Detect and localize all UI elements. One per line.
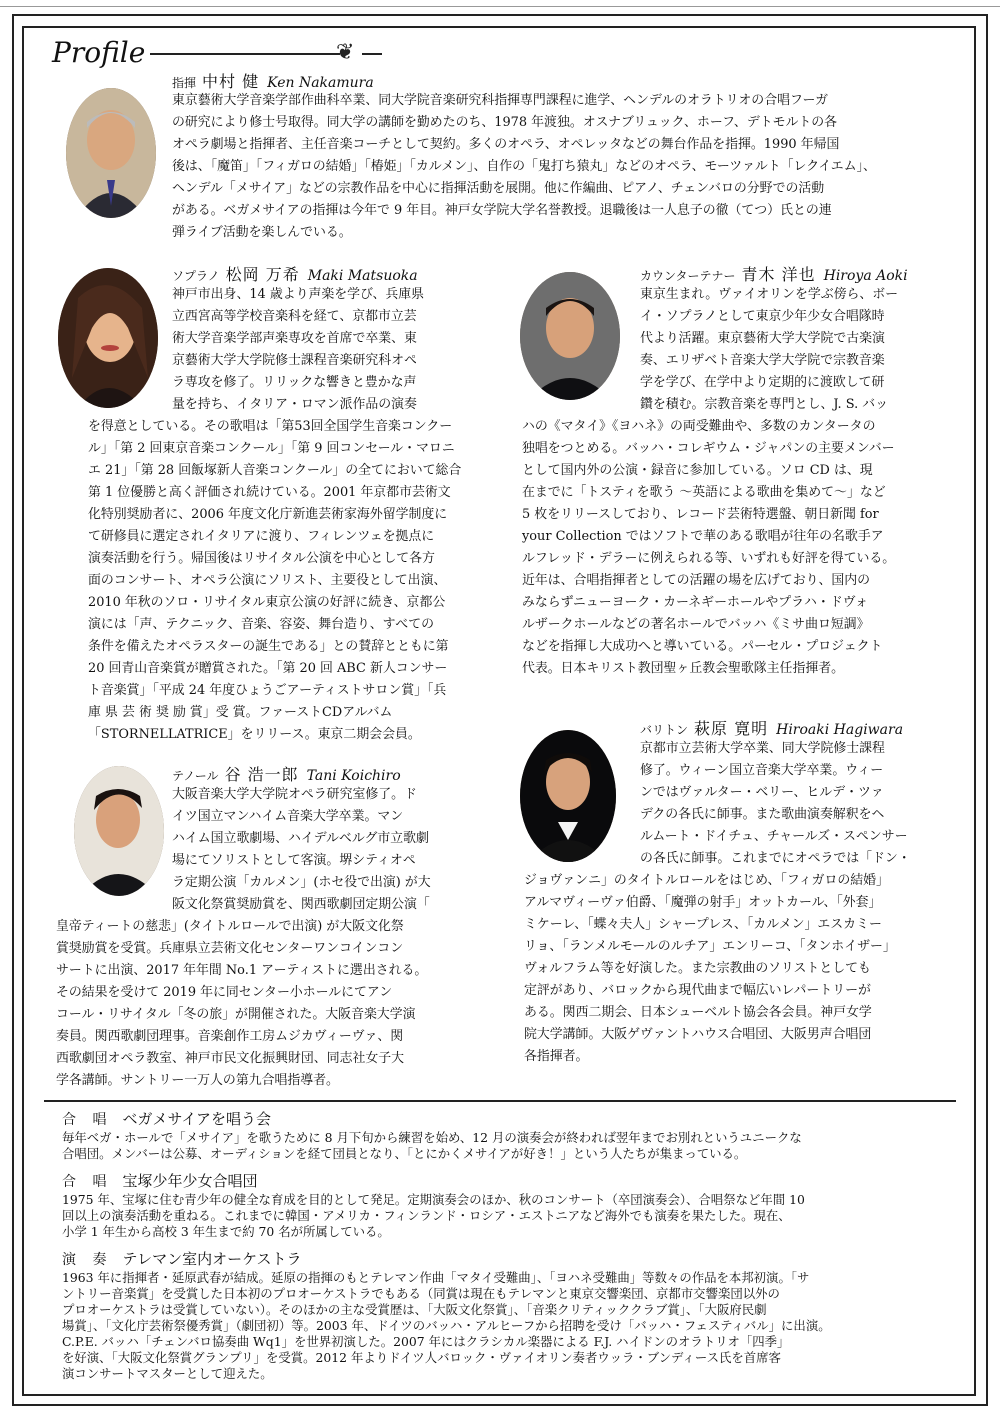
bio-line: の各氏に師事。これまでにオペラでは「ドン・ — [640, 851, 911, 866]
text-line: 1975 年、宝塚に住む青少年の健全な育成を目的として発足。定期演奏会のほか、秋のコンサート（卒団演奏会）、合唱祭など年間 10 — [62, 1192, 805, 1207]
tenor-bio-top — [172, 784, 477, 916]
bio-line: 面のコンサート、オペラ公演にソリスト、主要役として出演、 — [88, 573, 447, 588]
bio-line: みならずニューヨーク・カーネギーホールやプラハ・ドヴォ — [522, 595, 868, 610]
countertenor-name-jp: 青木 洋也 — [741, 265, 816, 284]
bio-line: アルマヴィーヴァ伯爵、「魔弾の射手」オットカール、「外套」 — [524, 895, 882, 910]
choir1-title: ベガメサイアを唱う会 — [122, 1110, 271, 1128]
choir2-title: 宝塚少年少女合唱団 — [122, 1172, 258, 1190]
bio-line: として国内外の公演・録音に参加している。ソロ CD は、現 — [522, 463, 873, 478]
baritone-name — [640, 716, 903, 739]
bio-line: ヘンデル「メサイア」などの宗教作品を中心に指揮活動を展開。他に作編曲、ピアノ、チェンバロの分野での活動 — [172, 181, 825, 196]
bio-line: 近年は、合唱指揮者としての活躍の場を広げており、国内の — [522, 573, 871, 588]
text-line: を好演、「大阪文化祭賞グランプリ」を受賞。2012 年よりドイツ人バロック・ヴァイオリン奏者ウッラ・ブンディース氏を首席客 — [62, 1350, 781, 1365]
text-line: 毎年ベガ・ホールで「メサイア」を歌うために 8 月下旬から練習を始め、12 月の演奏会が終われば翌年までお別れというユニークな — [62, 1130, 802, 1145]
bio-line: ルフレッド・デラーに例えられる等、いずれも好評を得ている。 — [522, 551, 896, 566]
bio-line: 演奏活動を行う。帰国後はリサイタル公演を中心として各方 — [88, 551, 435, 566]
orchestra-title: テレマン室内オーケストラ — [122, 1250, 302, 1268]
bio-line: 第 1 位優勝と高く評価され続けている。2001 年京都市芸術文 — [88, 485, 451, 500]
bio-line: 後は、「魔笛」「フィガロの結婚」「椿姫」「カルメン」、自作の「鬼打ち猿丸」などのオペラ、モーツァルト「レクイエム」、 — [172, 159, 876, 174]
choir1-text — [62, 1130, 802, 1162]
choir2-label: 合 唱 — [62, 1174, 113, 1190]
tenor-name-jp: 谷 浩一郎 — [224, 765, 299, 784]
orchestra-text — [62, 1270, 831, 1382]
orchestra-label: 演 奏 — [62, 1252, 113, 1268]
bio-line: 皇帝ティートの慈悲」(タイトルロールで出演) が大阪文化祭 — [56, 919, 404, 934]
bio-line: ジョヴァンニ」のタイトルロールをはじめ、「フィガロの結婚」 — [524, 873, 889, 888]
countertenor-role: カウンターテナー — [640, 269, 736, 283]
bio-line: その結果を受けて 2019 年に同センター小ホールにてアン — [56, 985, 393, 1000]
choir2-text — [62, 1192, 805, 1240]
bio-line: 西歌劇団オペラ教室、神戸市民文化振興財団、同志社女子大 — [56, 1051, 405, 1066]
bio-line: 演には「声、テクニック、音楽、容姿、舞台造り、すべての — [88, 617, 434, 632]
section-divider — [44, 1100, 956, 1102]
bio-line: 「STORNELLATRICE」をリリース。東京二期会会員。 — [88, 727, 421, 742]
bio-line: 5 枚をリリースしており、レコード芸術特選盤、朝日新聞 for — [522, 507, 879, 522]
conductor-name-en: Ken Nakamura — [267, 75, 374, 91]
bio-line: エ 21」「第 28 回飯塚新人音楽コンクール」の全てにおいて総合 — [88, 463, 462, 478]
baritone-bio-bottom — [524, 870, 944, 1068]
conductor-photo — [66, 88, 156, 218]
tenor-name — [172, 762, 401, 785]
bio-line: ンではヴァルター・ベリー、ヒルデ・ツァ — [640, 785, 884, 800]
bio-line: ハイム国立歌劇場、ハイデルベルグ市立歌劇 — [172, 831, 429, 846]
choir1-label: 合 唱 — [62, 1112, 113, 1128]
bio-line: ヴォルフラム等を好演した。また宗教曲のソリストとしても — [524, 961, 871, 976]
soprano-name-en: Maki Matsuoka — [307, 268, 418, 284]
bio-line: 京都市立芸術大学卒業、同大学院修士課程 — [640, 741, 885, 756]
bio-line: 東京藝術大学音楽学部作曲科卒業、同大学院音楽研究科指揮専門課程に進学、ヘンデルのオラトリオの合唱フーガ — [172, 93, 829, 108]
flourish-ornament-icon: ❦ — [336, 40, 355, 65]
bio-line: 代表。日本キリスト教団聖ヶ丘教会聖歌隊主任指揮者。 — [522, 661, 845, 676]
bio-line: 鑽を積む。宗教音楽を専門とし、J. S. バッ — [640, 397, 889, 412]
orchestra-heading — [62, 1248, 302, 1269]
conductor-role: 指揮 — [172, 76, 197, 90]
text-line: 1963 年に指揮者・延原武春が結成。延原の指揮のもとテレマン作曲「マタイ受難曲」、「ヨハネ受難曲」等数々の作品を本邦初演。「サ — [62, 1270, 810, 1285]
profile-heading: Profile — [52, 36, 146, 69]
bio-line: リョ、「ランメルモールのルチア」エンリーコ、「タンホイザー」 — [524, 939, 896, 954]
bio-line: 奏員。関西歌劇団理事。音楽創作工房ムジカヴィーヴァ、関 — [56, 1029, 404, 1044]
bio-line: 奏、エリザベト音楽大学大学院で宗教音楽 — [640, 353, 885, 368]
countertenor-photo — [520, 272, 620, 400]
bio-line: イ・ソプラノとして東京少年少女合唱隊時 — [640, 309, 885, 324]
bio-line: ラ定期公演「カルメン」(ホセ役で出演) が大 — [172, 875, 431, 890]
tenor-name-en: Tani Koichiro — [306, 768, 401, 784]
baritone-bio-top — [640, 738, 945, 870]
text-line: C.P.E. バッハ「チェンバロ協奏曲 Wq1」を世界初演した。2007 年にはクラシカル楽器による F.J. ハイドンのオラトリオ「四季」 — [62, 1334, 790, 1349]
soprano-bio-top — [172, 284, 477, 416]
bio-line: 2010 年秋のソロ・リサイタル東京公演の好評に続き、京都公 — [88, 595, 446, 610]
bio-line: 賞奨励賞を受賞。兵庫県立芸術文化センターワンコインコン — [56, 941, 404, 956]
bio-line: 化特別奨励者に、2006 年度文化庁新進芸術家海外留学制度に — [88, 507, 448, 522]
conductor-name — [172, 69, 374, 92]
bio-line: 術大学音楽学部声楽専攻を首席で卒業、東 — [172, 331, 417, 346]
text-line: 回以上の演奏活動を重ねる。これまでに韓国・アメリカ・フィンランド・ロシア・エストニアなど海外でも演奏を果たした。現在、 — [62, 1208, 791, 1223]
bio-line: 量を持ち、イタリア・ロマン派作品の演奏 — [172, 397, 417, 412]
baritone-photo — [520, 730, 616, 862]
bio-line: オペラ劇場と指揮者、主任音楽コーチとして契約。多くのオペラ、オペレッタなどの舞台作品を指揮。1990 年帰国 — [172, 137, 840, 152]
bio-line: 京藝術大学大学院修士課程音楽研究科オペ — [172, 353, 417, 368]
bio-line: 定評があり、バロックから現代曲まで幅広いレパートリーが — [524, 983, 871, 998]
bio-line: サートに出演、2017 年年間 No.1 アーティストに選出される。 — [56, 963, 428, 978]
heading-rule — [150, 53, 340, 55]
bio-line: 20 回青山音楽賞が贈賞された。「第 20 回 ABC 新人コンサー — [88, 661, 448, 676]
bio-line: ハの《マタイ》《ヨハネ》の両受難曲や、多数のカンタータの — [522, 419, 876, 434]
bio-line: ルムート・ドイチュ、チャールズ・スペンサー — [640, 829, 908, 844]
countertenor-bio-top — [640, 284, 945, 416]
bio-line: イツ国立マンハイム音楽大学卒業。マン — [172, 809, 404, 824]
bio-line: コール・リサイタル「冬の旅」が開催された。大阪音楽大学演 — [56, 1007, 416, 1022]
bio-line: 学を学び、在学中より定期的に渡欧して研 — [640, 375, 885, 390]
text-line: 合唱団。メンバーは公募、オーディションを経て団員となり、「とにかくメサイアが好き！」という人たちが集まっている。 — [62, 1146, 747, 1161]
bio-line: 修了。ウィーン国立音楽大学卒業。ウィー — [640, 763, 884, 778]
soprano-name-jp: 松岡 万希 — [225, 265, 300, 284]
text-line: 演コンサートマスターとして迎えた。 — [62, 1366, 273, 1381]
text-line: 場賞」、「文化庁芸術祭優秀賞」（劇団初）等。2003 年、ドイツのバッハ・アルヒーフから招聘を受け「バッハ・フェスティバル」に出演。 — [62, 1318, 831, 1333]
tenor-bio-bottom — [56, 916, 476, 1092]
bio-line: 学各講師。サントリー一万人の第九合唱指導者。 — [56, 1073, 339, 1088]
bio-line: 独唱をつとめる。バッハ・コレギウム・ジャパンの主要メンバー — [522, 441, 895, 456]
conductor-name-jp: 中村 健 — [202, 72, 260, 91]
soprano-bio-bottom — [88, 416, 480, 746]
text-line: ントリー音楽賞」を受賞した日本初のプロオーケストラでもある（同賞は現在もテレマンと東京交響楽団、京都市交響楽団以外の — [62, 1286, 780, 1301]
bio-line: 神戸市出身、14 歳より声楽を学び、兵庫県 — [172, 287, 425, 302]
bio-line: ト音楽賞」「平成 24 年度ひょうごアーティストサロン賞」「兵 — [88, 683, 447, 698]
baritone-role: バリトン — [640, 723, 689, 737]
bio-line: ミケーレ、「蝶々夫人」シャープレス、「カルメン」エスカミー — [524, 917, 882, 932]
bio-line: ル」「第 2 回東京音楽コンクール」「第 9 回コンセール・マロニ — [88, 441, 455, 456]
text-line: プロオーケストラは受賞していない）。そのほかの主な受賞歴は、「大阪文化祭賞」、「音楽クリティッククラブ賞」、「大阪府民劇 — [62, 1302, 767, 1317]
bio-line: 大阪音楽大学大学院オペラ研究室修了。ド — [172, 787, 417, 802]
bio-line: デクの各氏に師事。また歌曲演奏解釈をヘ — [640, 807, 885, 822]
bio-line: などを指揮し大成功へと導いている。パーセル・プロジェクト — [522, 639, 883, 654]
bio-line: 条件を備えたオペラスターの誕生である」との賛辞とともに第 — [88, 639, 449, 654]
text-line: 小学 1 年生から高校 3 年生まで約 70 名が所属している。 — [62, 1224, 390, 1239]
bio-line: がある。ベガメサイアの指揮は今年で 9 年目。神戸女学院大学名誉教授。退職後は一人息子の徹（てつ）氏との連 — [172, 203, 832, 218]
baritone-name-jp: 萩原 寛明 — [694, 719, 769, 738]
countertenor-name — [640, 262, 908, 285]
tenor-role: テノール — [172, 769, 219, 783]
bio-line: your Collection ではソフトで華のある歌唱が往年の名歌手ア — [522, 529, 884, 544]
bio-line: 東京生まれ。ヴァイオリンを学ぶ傍ら、ボー — [640, 287, 899, 302]
bio-line: 各指揮者。 — [524, 1049, 589, 1064]
bio-line: を得意としている。その歌唱は「第53回全国学生音楽コンクー — [88, 419, 453, 434]
bio-line: 在までに「トスティを歌う 〜英語による歌曲を集めて〜」など — [522, 485, 886, 500]
bio-line: 立西宮高等学校音楽科を経て、京都市立芸 — [172, 309, 417, 324]
conductor-bio — [172, 90, 947, 244]
choir2-heading — [62, 1170, 257, 1191]
countertenor-bio-bottom — [522, 416, 942, 680]
page-edge-line — [0, 6, 1000, 7]
bio-line: 庫 県 芸 術 奨 励 賞」受 賞。ファーストCDアルバム — [88, 705, 393, 720]
heading-rule-end — [362, 53, 382, 55]
baritone-name-en: Hiroaki Hagiwara — [776, 722, 904, 738]
soprano-name — [172, 262, 418, 285]
bio-line: 院大学講師。大阪ゲヴァントハウス合唱団、大阪男声合唱団 — [524, 1027, 872, 1042]
choir1-heading — [62, 1108, 271, 1129]
tenor-photo — [74, 766, 164, 896]
bio-line: て研修員に選定されイタリアに渡り、フィレンツェを拠点に — [88, 529, 435, 544]
bio-line: 代より活躍。東京藝術大学大学院で古楽演 — [640, 331, 885, 346]
bio-line: 場にてソリストとして客演。堺シティオペ — [172, 853, 416, 868]
bio-line: ある。関西二期会、日本シューベルト協会各会員。神戸女学 — [524, 1005, 872, 1020]
bio-line: ラ専攻を修了。リリックな響きと豊かな声 — [172, 375, 417, 390]
soprano-role: ソプラノ — [172, 269, 220, 283]
countertenor-name-en: Hiroya Aoki — [823, 268, 908, 284]
bio-line: ルザークホールなどの著名ホールでバッハ《ミサ曲ロ短調》 — [522, 617, 870, 632]
bio-line: 弾ライブ活動を楽しんでいる。 — [172, 225, 352, 240]
bio-line: の研究により修士号取得。同大学の講師を勤めたのち、1978 年渡独。オスナブリュック、ホーフ、デトモルトの各 — [172, 115, 838, 130]
soprano-photo — [58, 268, 158, 408]
bio-line: 阪文化祭賞奨励賞を、関西歌劇団定期公演「 — [172, 897, 430, 912]
